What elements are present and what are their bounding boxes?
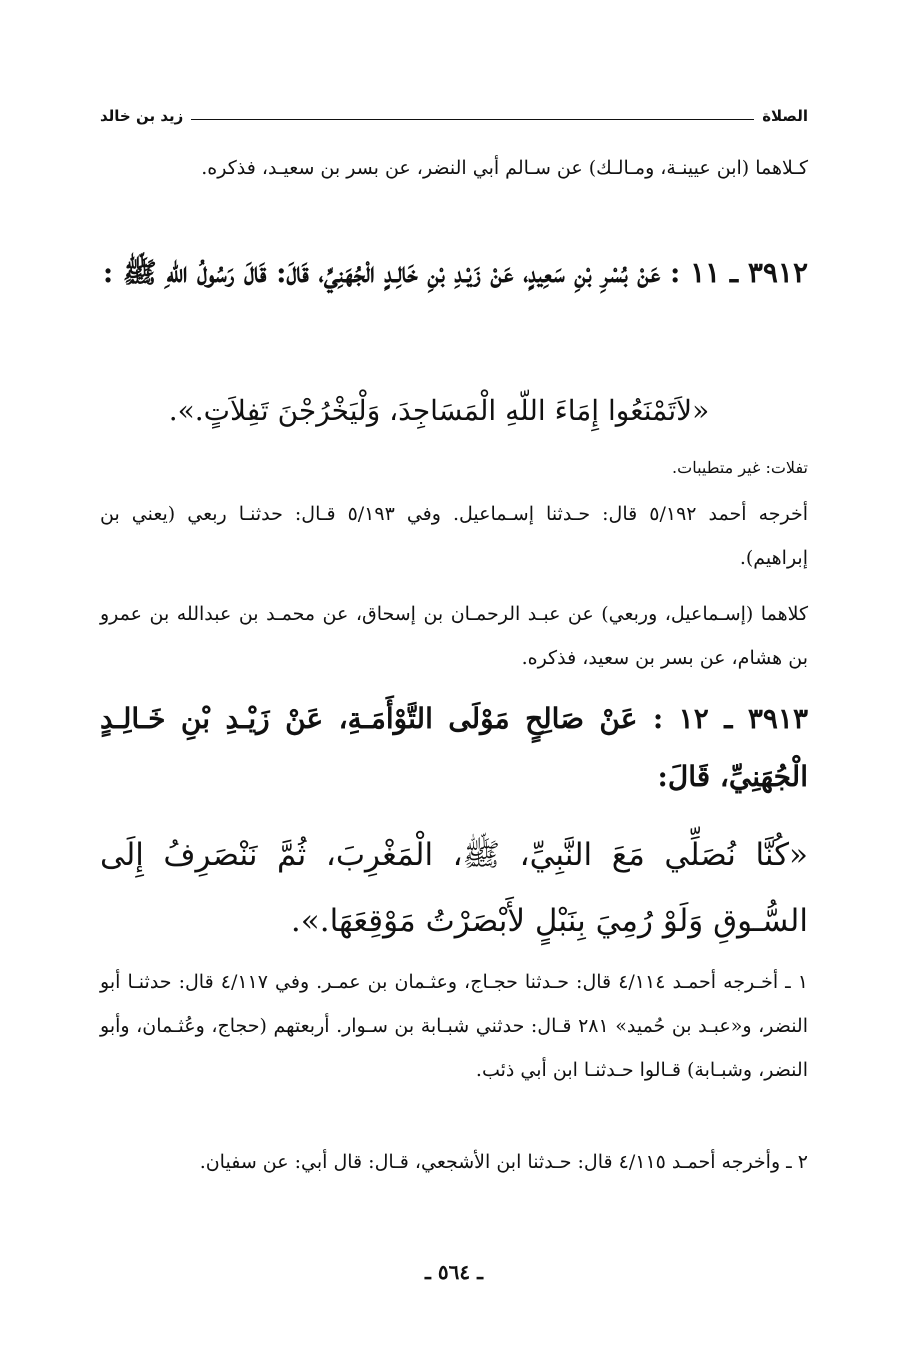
running-header — [100, 102, 808, 130]
hadith-text-3913: «كُنَّا نُصَلِّي مَعَ النَّبِيِّ، ﷺ، الْمَغْرِبَ، ثُمَّ نَنْصَرِفُ إِلَى السُّـوقِ وَلَوْ رُمِيَ بِنَبْلٍ لأَبْصَرْتُ مَوْقِعَهَا.». — [100, 837, 808, 939]
paragraph-takhrij-1: أخرجه أحمد ٥/١٩٢ قال: حـدثنا إسـماعيل. وفي ٥/١٩٣ قـال: حدثنـا ربعي (يعني بن إبراهيم). — [100, 503, 809, 569]
paragraph-takhrij-3: ٢ ـ وأخرجه أحمـد ٤/١١٥ قال: حـدثنا ابن الأشجعي، قـال: قال أبي: عن سفيان. — [199, 1151, 808, 1173]
header-rule — [191, 119, 754, 120]
paragraph-takhrij-2: ١ ـ أخـرجه أحمـد ٤/١١٤ قال: حـدثنا حجـاج، وعثـمان بن عمـر. وفي ٤/١١٧ قال: حدثنـا أبو النضر، و«عبـد بن حُميد» ٢٨١ قـال: حدثني شبـابة بن سـوار. أربعتهم (حجاج، وعُثـمان، وأبو النضر، وشبـابة) قـالوا حـدثنـا ابن أبي ذئب. — [100, 971, 808, 1081]
paragraph-sources-1: كـلاهما (ابن عيينـة، ومـالـك) عن سـالم أبي النضر، عن بسر بن سعيـد، فذكره. — [201, 157, 808, 179]
hadith-heading-3913: ٣٩١٣ ـ ١٢ : عَنْ صَالِحٍ مَوْلَى التَّوْأَمَـةِ، عَنْ زَيْـدِ بْنِ خَـالِـدٍ الْجُهَنِيِّ، قَالَ: — [100, 702, 808, 793]
header-section-title: الصلاة — [762, 107, 808, 125]
page-number: ـ ٥٦٤ ـ — [425, 1260, 483, 1284]
gloss-note: تفلات: غير متطيبات. — [672, 458, 808, 477]
paragraph-sources-2: كلاهما (إسـماعيل، وربعي) عن عبـد الرحمـان بن إسحاق، عن محمـد بن عبدالله بن عمرو بن هشام، عن بسر بن سعيد، فذكره. — [100, 603, 808, 669]
header-chapter-title: زيد بن خالد — [100, 107, 184, 125]
hadith-heading-3912: ٣٩١٢ ـ ١١ : عَنْ بُسْرِ بْنِ سَعِيدٍ، عَنْ زَيْـدِ بْنِ خَالِـدٍ الْجُهَنِيِّ، قَالَ: قَالَ رَسُولُ اللّهِ ﷺ : — [102, 256, 808, 289]
hadith-text-3912: «لاَتَمْنَعُوا إِمَاءَ اللّهِ الْمَسَاجِدَ، وَلْيَخْرُجْنَ تَفِلاَتٍ.». — [168, 394, 710, 427]
